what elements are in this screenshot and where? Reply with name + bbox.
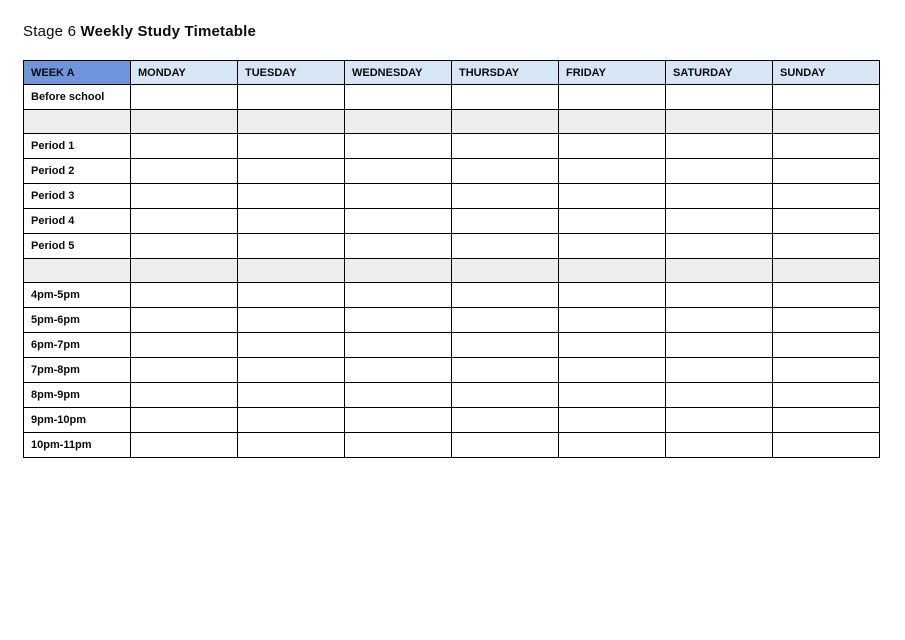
table-row xyxy=(24,134,880,159)
timetable-cell xyxy=(773,85,880,110)
timetable-cell xyxy=(131,159,238,184)
timetable-cell xyxy=(131,283,238,308)
timetable-cell xyxy=(238,110,345,134)
timetable-cell xyxy=(452,358,559,383)
timetable-cell xyxy=(666,234,773,259)
row-label-cell: 4pm-5pm xyxy=(24,283,131,308)
timetable-cell xyxy=(452,159,559,184)
timetable-cell xyxy=(666,184,773,209)
timetable-cell xyxy=(666,358,773,383)
table-row xyxy=(24,433,880,458)
timetable-cell xyxy=(452,383,559,408)
timetable-cell xyxy=(131,209,238,234)
timetable-cell xyxy=(666,159,773,184)
timetable-cell xyxy=(238,159,345,184)
timetable-cell xyxy=(773,159,880,184)
timetable-cell xyxy=(238,308,345,333)
timetable-cell xyxy=(452,184,559,209)
timetable-cell xyxy=(773,433,880,458)
timetable-cell xyxy=(238,209,345,234)
spacer-row xyxy=(24,259,880,283)
timetable-cell xyxy=(345,433,452,458)
table-row xyxy=(24,308,880,333)
timetable-cell xyxy=(773,383,880,408)
row-label-cell: 7pm-8pm xyxy=(24,358,131,383)
timetable-cell xyxy=(666,333,773,358)
header-cell-day: SUNDAY xyxy=(773,61,880,85)
row-label-cell: 8pm-9pm xyxy=(24,383,131,408)
timetable-cell xyxy=(131,110,238,134)
timetable-cell xyxy=(559,259,666,283)
timetable-cell xyxy=(131,259,238,283)
table-row xyxy=(24,184,880,209)
page-title-main: Weekly Study Timetable xyxy=(80,23,257,40)
header-row xyxy=(24,61,880,85)
timetable-cell xyxy=(452,110,559,134)
timetable-cell xyxy=(559,159,666,184)
timetable-cell xyxy=(345,234,452,259)
timetable-cell xyxy=(452,433,559,458)
timetable-cell xyxy=(666,433,773,458)
timetable-cell xyxy=(666,308,773,333)
timetable-cell xyxy=(345,358,452,383)
timetable-cell xyxy=(559,308,666,333)
table-row xyxy=(24,85,880,110)
table-row xyxy=(24,358,880,383)
timetable-cell xyxy=(345,283,452,308)
timetable-cell xyxy=(666,283,773,308)
timetable-cell xyxy=(345,333,452,358)
timetable-cell xyxy=(345,134,452,159)
timetable-cell xyxy=(131,308,238,333)
timetable-body xyxy=(24,85,880,458)
timetable-cell xyxy=(345,259,452,283)
table-row xyxy=(24,333,880,358)
timetable-cell xyxy=(238,259,345,283)
page-title xyxy=(23,23,256,40)
timetable-cell xyxy=(666,134,773,159)
timetable-cell xyxy=(345,308,452,333)
timetable-cell xyxy=(773,308,880,333)
header-cell-day: SATURDAY xyxy=(666,61,773,85)
timetable-cell xyxy=(131,333,238,358)
timetable-cell xyxy=(238,433,345,458)
timetable-cell xyxy=(345,184,452,209)
timetable-cell xyxy=(131,184,238,209)
timetable-cell xyxy=(559,184,666,209)
timetable-cell xyxy=(666,85,773,110)
row-label-cell: Period 5 xyxy=(24,234,131,259)
timetable-cell xyxy=(452,85,559,110)
timetable-cell xyxy=(773,209,880,234)
row-label-cell: 9pm-10pm xyxy=(24,408,131,433)
timetable-cell xyxy=(773,110,880,134)
timetable-cell xyxy=(345,383,452,408)
timetable-cell xyxy=(559,333,666,358)
timetable-cell xyxy=(452,333,559,358)
timetable-cell xyxy=(452,259,559,283)
timetable-cell xyxy=(238,383,345,408)
timetable-cell xyxy=(131,433,238,458)
row-label-cell: Period 1 xyxy=(24,134,131,159)
row-label-cell: 10pm-11pm xyxy=(24,433,131,458)
timetable-cell xyxy=(666,383,773,408)
timetable-cell xyxy=(559,85,666,110)
table-row xyxy=(24,408,880,433)
table-row xyxy=(24,159,880,184)
header-cell-day: WEDNESDAY xyxy=(345,61,452,85)
row-label-cell: Period 4 xyxy=(24,209,131,234)
timetable-cell xyxy=(559,234,666,259)
timetable-cell xyxy=(238,85,345,110)
timetable-cell xyxy=(666,110,773,134)
timetable-cell xyxy=(773,283,880,308)
header-cell-week: WEEK A xyxy=(24,61,131,85)
timetable-cell xyxy=(773,333,880,358)
table-row xyxy=(24,283,880,308)
table-row xyxy=(24,383,880,408)
timetable-cell xyxy=(131,383,238,408)
timetable-header xyxy=(24,61,880,85)
spacer-row xyxy=(24,110,880,134)
timetable-cell xyxy=(345,85,452,110)
timetable-cell xyxy=(452,234,559,259)
row-label-cell: Period 2 xyxy=(24,159,131,184)
row-label-cell xyxy=(24,110,131,134)
timetable-cell xyxy=(345,110,452,134)
header-cell-day: FRIDAY xyxy=(559,61,666,85)
timetable-cell xyxy=(452,308,559,333)
row-label-cell xyxy=(24,259,131,283)
study-timetable xyxy=(23,60,880,458)
timetable-cell xyxy=(666,259,773,283)
header-cell-day: TUESDAY xyxy=(238,61,345,85)
timetable-cell xyxy=(773,408,880,433)
row-label-cell: Period 3 xyxy=(24,184,131,209)
timetable-cell xyxy=(773,259,880,283)
timetable-cell xyxy=(238,184,345,209)
timetable-cell xyxy=(559,433,666,458)
timetable-cell xyxy=(238,358,345,383)
table-row xyxy=(24,209,880,234)
page-title-prefix: Stage 6 xyxy=(23,23,81,40)
timetable-cell xyxy=(131,358,238,383)
timetable-cell xyxy=(345,159,452,184)
table-row xyxy=(24,234,880,259)
timetable-cell xyxy=(773,134,880,159)
timetable-cell xyxy=(131,408,238,433)
row-label-cell: 5pm-6pm xyxy=(24,308,131,333)
header-cell-day: MONDAY xyxy=(131,61,238,85)
timetable-cell xyxy=(559,110,666,134)
timetable-cell xyxy=(773,234,880,259)
timetable-cell xyxy=(452,283,559,308)
timetable-cell xyxy=(559,383,666,408)
timetable-cell xyxy=(131,234,238,259)
timetable-cell xyxy=(666,209,773,234)
row-label-cell: 6pm-7pm xyxy=(24,333,131,358)
timetable-cell xyxy=(559,358,666,383)
timetable-cell xyxy=(238,134,345,159)
timetable-cell xyxy=(131,85,238,110)
row-label-cell: Before school xyxy=(24,85,131,110)
timetable-cell xyxy=(131,134,238,159)
timetable-cell xyxy=(452,408,559,433)
timetable-cell xyxy=(666,408,773,433)
timetable-cell xyxy=(773,184,880,209)
timetable-cell xyxy=(238,234,345,259)
timetable-cell xyxy=(238,333,345,358)
timetable-cell xyxy=(773,358,880,383)
timetable-cell xyxy=(238,408,345,433)
header-cell-day: THURSDAY xyxy=(452,61,559,85)
timetable-cell xyxy=(345,209,452,234)
timetable-cell xyxy=(559,408,666,433)
timetable-cell xyxy=(559,209,666,234)
timetable-cell xyxy=(559,134,666,159)
timetable-cell xyxy=(452,134,559,159)
timetable-cell xyxy=(238,283,345,308)
timetable-cell xyxy=(452,209,559,234)
timetable-cell xyxy=(345,408,452,433)
timetable-cell xyxy=(559,283,666,308)
